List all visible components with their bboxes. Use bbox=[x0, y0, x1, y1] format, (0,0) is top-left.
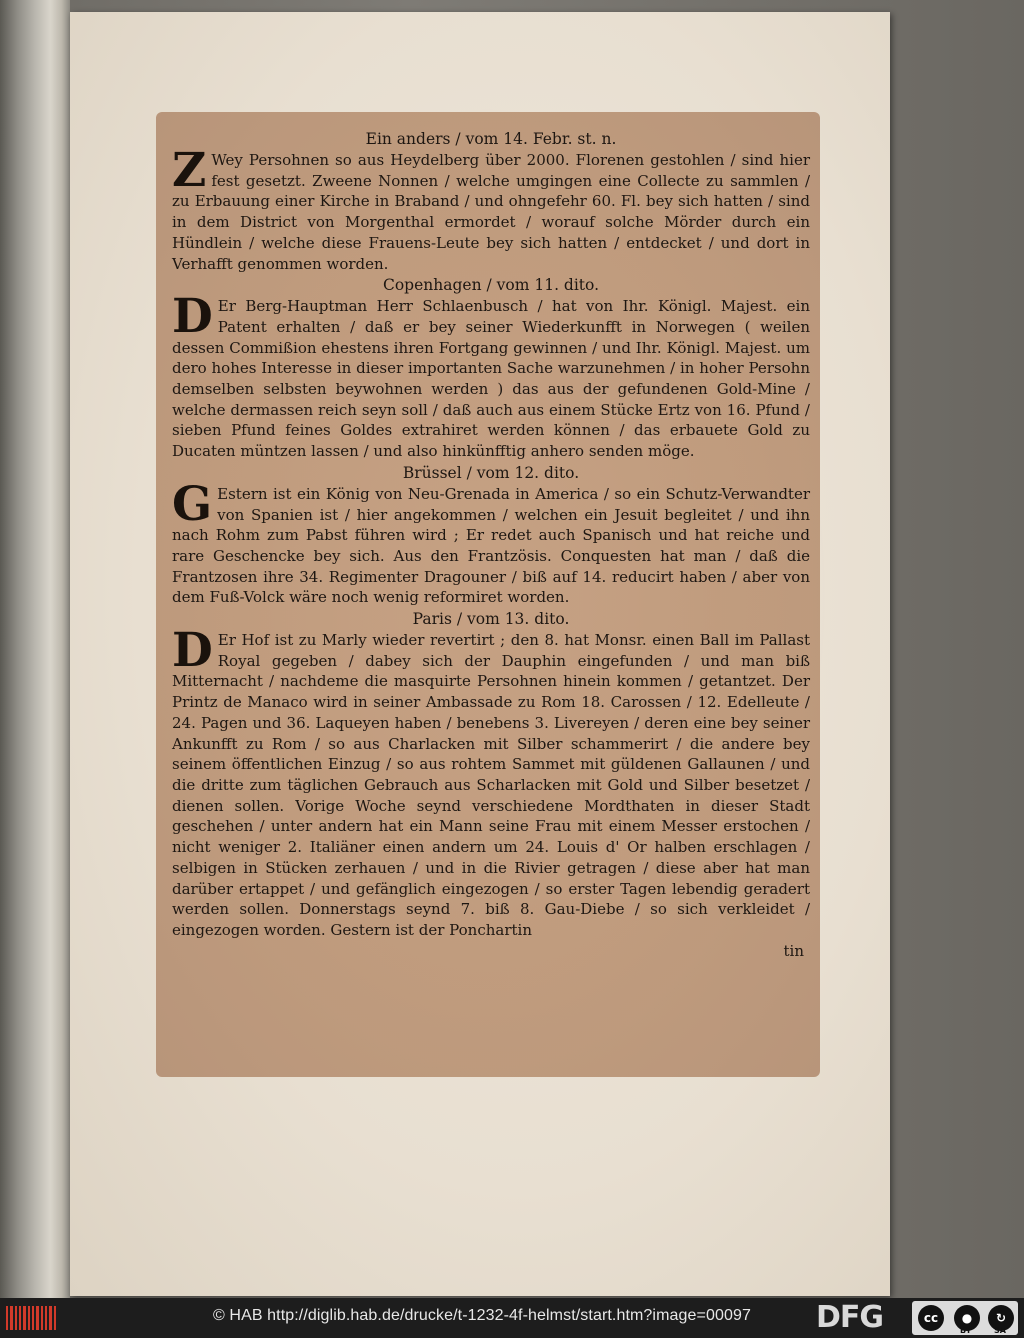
section-body-1 bbox=[172, 143, 810, 274]
dropcap-4: D bbox=[172, 623, 213, 679]
dropcap-1: Z bbox=[172, 143, 207, 198]
cc-license-badge[interactable] bbox=[912, 1301, 1018, 1335]
section-body-2 bbox=[172, 289, 810, 462]
section-text-1: Wey Persohnen so aus Heydelberg über 2000. Florenen gestohlen / sind hier fest gesetzt. Zweene Nonnen / welche umgingen eine Collecte zu sammlen / zu Erbauung einer Kirche in Braband / und ohngefehr 60. Fl. bey sich hatten / sind in dem District von Morgenthal ermordet / worauf solche Mörder durch ein Hündlein / welche diese Frauens-Leute bey sich hatten / entdecket / und dort in Verhafft genommen worden. bbox=[172, 151, 810, 273]
section-heading-4: Paris / vom 13. dito. bbox=[412, 610, 570, 629]
by-label: BY bbox=[960, 1326, 972, 1335]
dropcap-2: D bbox=[172, 289, 213, 345]
cc-icon: cc bbox=[918, 1305, 944, 1331]
dfg-logo: DFG bbox=[816, 1300, 884, 1335]
hab-logo-icon bbox=[6, 1306, 56, 1330]
section-text-2: Er Berg-Hauptman Herr Schlaenbusch / hat von Ihr. Königl. Majest. ein Patent erhalten / daß er bey seiner Wiederkunfft in Norwegen ( weilen dessen Commißion ehestens ihren Fortgang gewinnen / und Ihr. Königl. Majest. um dero hohes Interesse in dieser importanten Sache warzunehmen / in hoher Persohn demselben selbsten beywohnen werden ) das aus der gefundenen Gold-Mine / welche dermassen reich seyn soll / daß auch aus einem Stücke Ertz von 16. Pfund / sieben Pfund feines Goldes extrahiret werden können / das erbauete Gold zu Ducaten müntzen lassen / und also hinkünfftig anhero senden möge. bbox=[172, 297, 810, 461]
section-heading-1: Ein anders / vom 14. Febr. st. n. bbox=[365, 130, 617, 148]
text-block bbox=[156, 112, 820, 1077]
dropcap-3: G bbox=[172, 476, 213, 532]
book-page bbox=[70, 12, 890, 1296]
newspaper-column bbox=[172, 128, 810, 961]
footer-bar bbox=[0, 1298, 1024, 1338]
section-heading-3: Brüssel / vom 12. dito. bbox=[402, 463, 580, 482]
section-text-4: Er Hof ist zu Marly wieder revertirt ; den 8. hat Monsr. einen Ball im Pallast Royal gegeben / dabey sich der Dauphin eingefunden / und man biß Mitternacht / nachdeme die masquirte Persohnen hinein kommen / getantzet. Der Printz de Manaco wird in seiner Ambassade zu Rom 18. Carossen / 12. Edelleute / 24. Pagen und 36. Laqueyen haben / benebens 3. Livereyen / deren eine bey seiner Ankunfft zu Rom / so aus Charlacken mit Silber schammerirt / die andere bey seinem öffentlichen Einzug / so aus rohtem Sammet mit güldenen Gallaunen / und die dritte zum täglichen Gebrauch aus Scharlacken mit Gold und Silber besetzet / dienen sollen. Vorige Woche seynd verschiedene Mordthaten in dieser Stadt geschehen / unter andern hat ein Mann seine Frau mit einem Messer erstochen / nicht weniger 2. Italiäner einen andern um 24. Louis d' Or halben erschlagen / selbigen in Stücken zerhauen / und in die Rivier getragen / diese aber hat man darüber ertappet / und gefänglich eingezogen / so erster Tagen lebendig geradert werden sollen. Donnerstags seynd 7. biß 8. Gau-Diebe / so sich verkleidet / eingezogen worden. Gestern ist der Ponchartin bbox=[172, 631, 810, 939]
section-body-4 bbox=[172, 623, 810, 941]
section-body-3 bbox=[172, 476, 810, 608]
adjacent-page-edge bbox=[0, 0, 70, 1298]
sa-share-alike-icon: ↻ bbox=[988, 1305, 1014, 1331]
catchword: tin bbox=[783, 941, 804, 960]
section-text-3: Estern ist ein König von Neu-Grenada in America / so ein Schutz-Verwandter von Spanien ist / hier angekommen / welchen ein Jesuit begleitet / und ihn nach Rohm zum Pabst führen wird ; Er redet auch Spanisch und hat reiche und rare Geschencke bey sich. Aus den Frantzösis. Conquesten hat man / daß die Frantzosen ihre 34. Regimenter Dragouner / biß auf 14. reducirt haben / aber von dem Fuß-Volck wäre noch wenig reformiret worden. bbox=[172, 484, 810, 607]
section-heading-2: Copenhagen / vom 11. dito. bbox=[382, 276, 600, 295]
copyright-link[interactable]: © HAB http://diglib.hab.de/drucke/t-1232-4f-helmst/start.htm?image=00097 bbox=[213, 1307, 751, 1324]
sa-label: SA bbox=[994, 1326, 1006, 1335]
by-person-icon: ● bbox=[954, 1305, 980, 1331]
